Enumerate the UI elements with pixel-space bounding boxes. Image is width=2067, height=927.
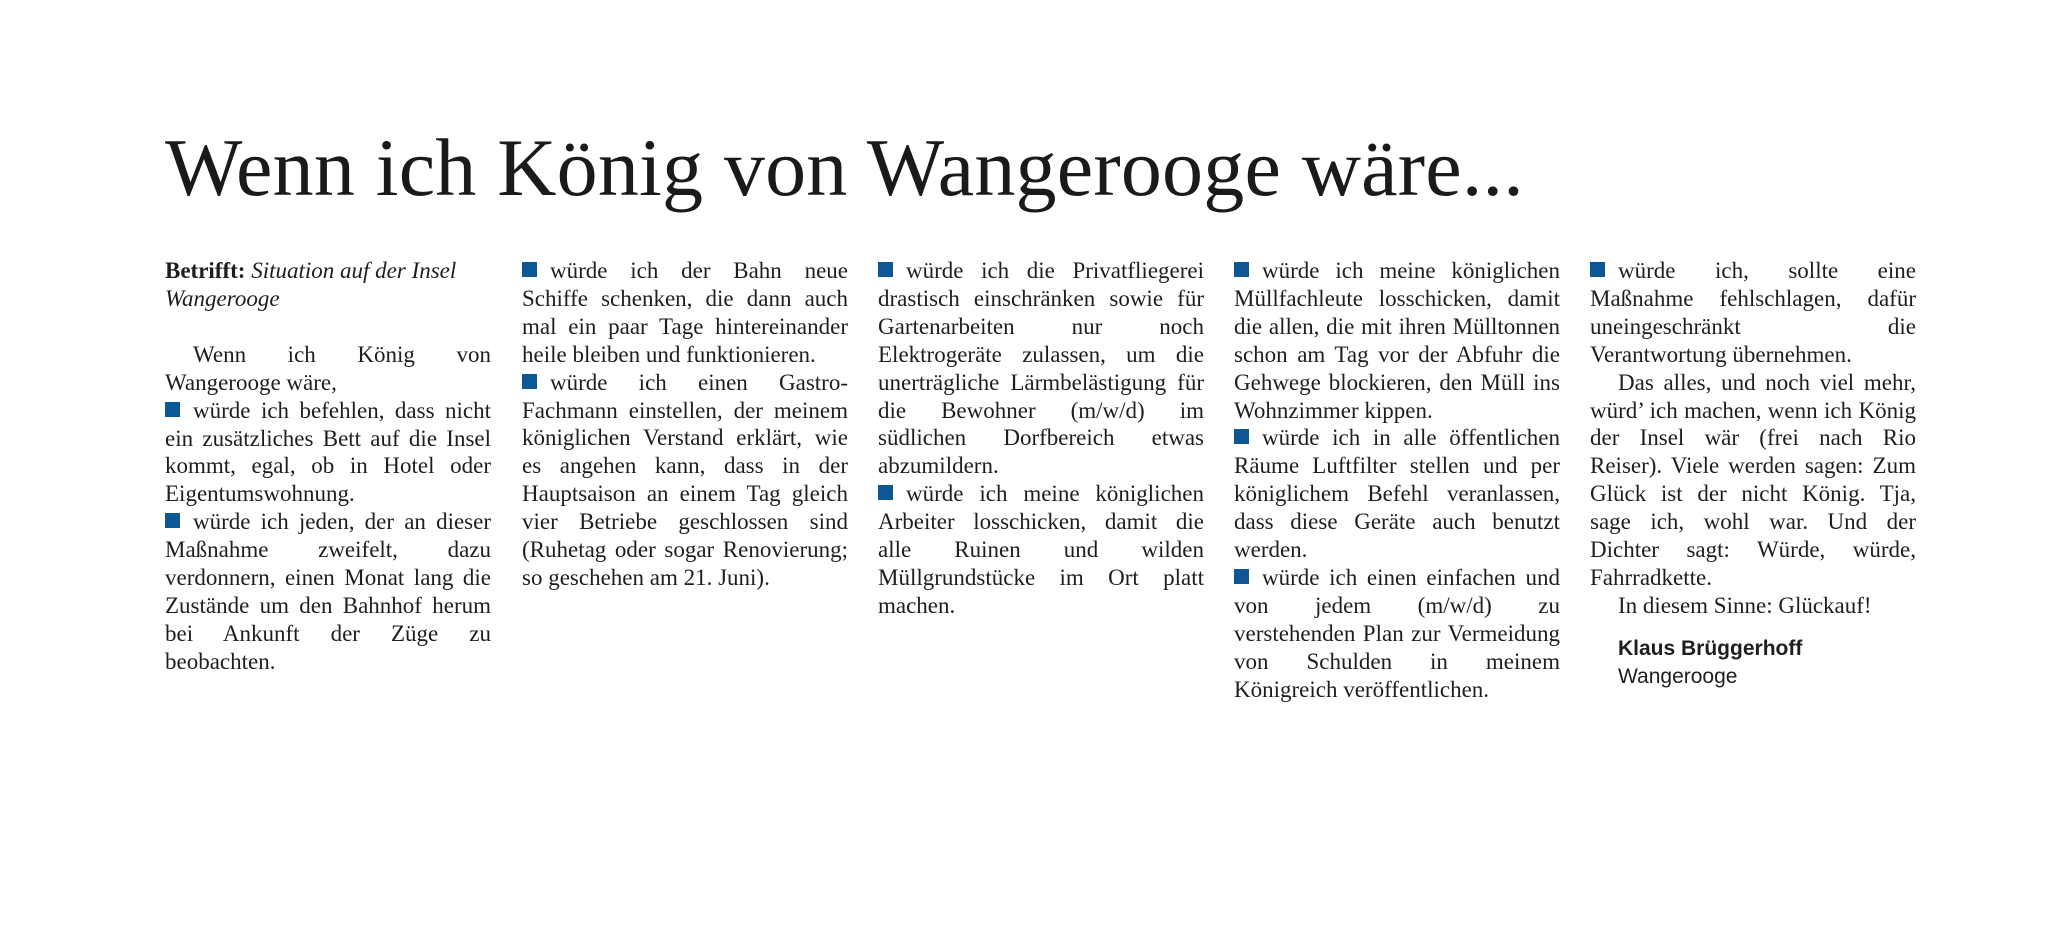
bullet-text: würde ich, sollte eine Maßnahme fehlschlagen, dafür uneingeschränkt die Verantwortung übernehmen. [1590, 258, 1916, 367]
headline: Wenn ich König von Wangerooge wäre... [165, 122, 1524, 213]
bullet-item [878, 257, 1204, 480]
square-bullet-icon [1234, 569, 1249, 584]
square-bullet-icon [165, 402, 180, 417]
spacer [165, 313, 491, 341]
bullet-text: würde ich einen einfachen und von jedem (m/w/d) zu verstehenden Plan zur Vermeidung von Schulden in meinem Königreich veröffentlichen. [1234, 564, 1560, 702]
square-bullet-icon [1234, 429, 1249, 444]
bullet-text: würde ich befehlen, dass nicht ein zusätzliches Bett auf die Insel kommt, egal, ob in Hotel oder Eigentumswohnung. [165, 397, 491, 507]
bullet-item [1234, 257, 1560, 424]
square-bullet-icon [522, 374, 537, 389]
bullet-item [165, 397, 491, 509]
square-bullet-icon [522, 262, 537, 277]
square-bullet-icon [878, 262, 893, 277]
square-bullet-icon [165, 513, 180, 528]
bullet-item [522, 369, 848, 592]
bullet-item [165, 508, 491, 675]
bullet-item [1234, 424, 1560, 564]
bullet-text: würde ich die Privatfliegerei drastisch einschränken sowie für Gartenarbeiten nur noch Elektrogeräte zulassen, um die unerträgliche Lärmbelästigung für die Bewohner (m/w/d) im südlichen Dorfbereich etwas abzumildern. [878, 258, 1204, 479]
bullet-item [522, 257, 848, 369]
text-column-3 [878, 257, 1204, 620]
subject-text: Situation auf der Insel Wangerooge [165, 258, 457, 311]
author-name: Klaus Brüggerhoff [1618, 636, 1803, 660]
bullet-text: würde ich meine königlichen Arbeiter losschicken, damit die alle Ruinen und wilden Müllgrundstücke im Ort platt machen. [878, 481, 1204, 618]
square-bullet-icon [878, 485, 893, 500]
bullet-item [878, 480, 1204, 620]
author-place: Wangerooge [1618, 664, 1738, 688]
subject-line [165, 257, 491, 313]
closing-paragraph: Das alles, und noch viel mehr, würd’ ich machen, wenn ich König der Insel wär (frei nach Rio Reiser). Viele werden sagen: Zum Glück ist der nicht König. Tja, sage ich, wohl war. Und der Dichter sagt: Würde, würde, Fahrradkette. [1590, 369, 1916, 590]
square-bullet-icon [1590, 262, 1605, 277]
intro-paragraph: Wenn ich König von Wangerooge wäre, [165, 341, 491, 395]
text-column-4 [1234, 257, 1560, 704]
bullet-text: würde ich jeden, der an dieser Maßnahme zweifelt, dazu verdonnern, einen Monat lang die Zustände um den Bahnhof herum bei Ankunft der Züge zu beobachten. [165, 509, 491, 674]
subject-label: Betrifft: [165, 258, 246, 283]
text-column-2 [522, 257, 848, 592]
text-column-5 [1590, 257, 1916, 691]
bullet-text: würde ich meine königlichen Müllfachleute losschicken, damit die allen, die mit ihren Mülltonnen schon am Tag vor der Abfuhr die Gehwege blockieren, den Müll ins Wohnzimmer kippen. [1234, 258, 1560, 423]
bullet-text: würde ich einen Gastro-Fachmann einstellen, der meinem königlichen Verstand erklärt, wie es angehen kann, dass in der Hauptsaison an einem Tag gleich vier Betriebe geschlossen sind (Ruhetag oder sogar Renovierung; so geschehen am 21. Juni). [522, 369, 848, 590]
sign-off: In diesem Sinne: Glückauf! [1618, 592, 1872, 618]
bullet-text: würde ich in alle öffentlichen Räume Luftfilter stellen und per königlichem Befehl veranlassen, dass diese Geräte auch benutzt werden. [1234, 425, 1560, 563]
bullet-text: würde ich der Bahn neue Schiffe schenken, die dann auch mal ein paar Tage hintereinander heile bleiben und funktionieren. [522, 258, 848, 367]
square-bullet-icon [1234, 262, 1249, 277]
bullet-item [1590, 257, 1916, 369]
bullet-item [1234, 564, 1560, 704]
text-column-1 [165, 257, 491, 676]
